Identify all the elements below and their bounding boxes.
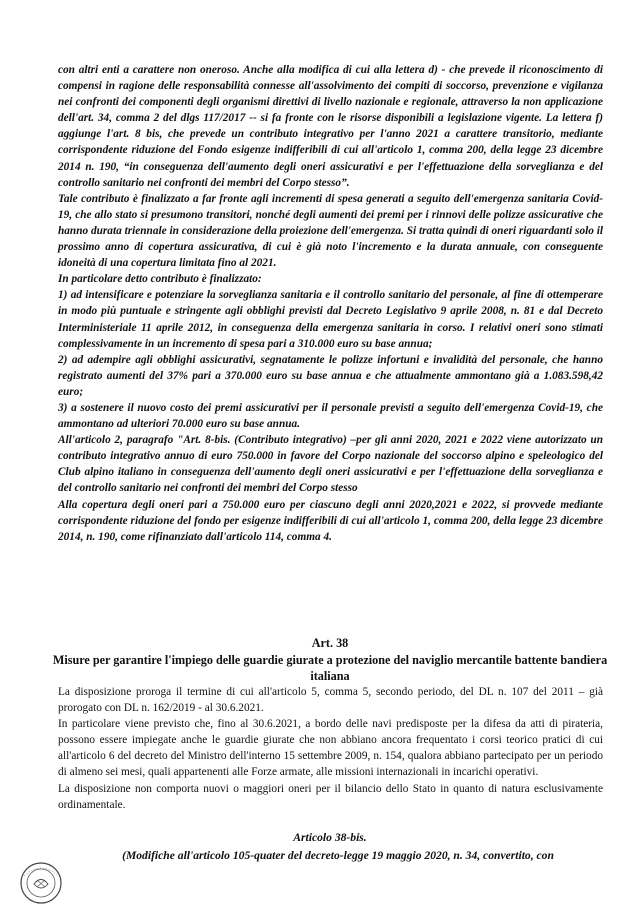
article-38bis-heading: Articolo 38-bis. <box>293 831 367 844</box>
article-number: Art. 38 <box>311 636 349 650</box>
paragraph: La disposizione proroga il termine di cui all'articolo 5, comma 5, secondo periodo, del DL n. 107 del 2011 – già prorogato con DL n. 162/2019 - al 30.6.2021. <box>58 686 603 715</box>
article-title: Misure per garantire l'impiego delle guardie giurate a protezione del naviglio mercantile battente bandiera italiana <box>52 653 608 683</box>
list-item: 3) a sostenere il nuovo costo dei premi assicurativi per il personale previsti a seguito dell'emergenza Covid-19, che ammontano ad ulteriori 70.000 euro su base annua. <box>58 401 603 431</box>
paragraph: La disposizione non comporta nuovi o maggiori oneri per il bilancio dello Stato in quanto di natura esclusivamente ordinamentale. <box>58 782 603 811</box>
paragraph: In particolare viene previsto che, fino al 30.6.2021, a bordo delle navi predisposte per la difesa da atti di pirateria, possono essere impiegate anche le guardie giurate che non abbiano ancora frequentato i corsi teorico pratici di cui all'articolo 6 del decreto del Ministro dell'interno 15 settembre 2009, n. 154, qualora abbiano partecipato per un periodo di almeno sei mesi, quali appartenenti alle Forze armate, alle missioni internazionali in incarichi operativi. <box>58 718 603 779</box>
paragraph: Alla copertura degli oneri pari a 750.000 euro per ciascuno degli anni 2020,2021 e 2022, si provvede mediante corrispondente riduzione del fondo per esigenze indifferibili di cui all'articolo 1, comma 200, della legge 23 dicembre 2014, n. 190, come rifinanziato dall'articolo 114, comma 4. <box>58 498 603 543</box>
art38-body <box>58 684 603 813</box>
list-item: 2) ad adempire agli obblighi assicurativi, segnatamente le polizze infortuni e invalidità del personale, che hanno registrato aumenti del 37% pari a 370.000 euro su base annua e che attualmente ammontano già a 1.083.598,42 euro; <box>58 353 603 398</box>
paragraph: con altri enti a carattere non oneroso. Anche alla modifica di cui alla lettera d) - che prevede il riconoscimento di compensi in ragione delle responsabilità connesse all'assolvimento dei compiti di soccorso, prevenzione e vigilanza nei confronti dei componenti degli organismi direttivi di livello nazionale e regionale, attraverso la non applicazione dell'art. 34, comma 2 del dlgs 117/2017 -- si fa fronte con le risorse disponibili a legislazione vigente. La lettera f) aggiunge l'art. 8 bis, che prevede un contributo integrativo per l'anno 2021 a carattere transitorio, mediante corrispondente riduzione del Fondo esigenze indifferibili di cui all'articolo 1, comma 200, della legge 23 dicembre 2014 n. 190, “in conseguenza dell'aumento degli oneri assicurativi e per l'effettuazione della sorveglianza e del controllo sanitario nei confronti dei membri del Corpo stesso”. <box>58 64 603 189</box>
paragraph: In particolare detto contributo è finalizzato: <box>58 273 262 286</box>
article-38bis-subtitle: (Modifiche all'articolo 105-quater del decreto-legge 19 maggio 2020, n. 34, convertito, con <box>122 849 554 862</box>
paragraph: Tale contributo è finalizzato a far fronte agli incrementi di spesa generati a seguito dell'emergenza sanitaria Covid-19, che allo stato si presumono transitori, nonché degli aumenti dei premi per i rinnovi delle polizze assicurative che hanno durata triennale in considerazione della proiezione dell'emergenza. Si tratta quindi di oneri riguardanti solo il prossimo anno di copertura assicurativa, di cui è già noto l'incremento e la durata annuale, con conseguente idoneità di una copertura limitata fino al 2021. <box>58 192 603 270</box>
paragraph: All'articolo 2, paragrafo "Art. 8-bis. (Contributo integrativo) –per gli anni 2020, 2021 e 2022 viene autorizzato un contributo integrativo annuo di euro 750.000 in favore del Corpo nazionale del soccorso alpino e speleologico del Club alpino italiano in conseguenza dell'aumento degli oneri assicurativi e per l'effettuazione della sorveglianza e del controllo sanitario nei confronti dei membri del Corpo stesso <box>58 434 603 495</box>
continuation-section <box>58 62 603 545</box>
seal-stamp-icon <box>18 860 64 906</box>
list-item: 1) ad intensificare e potenziare la sorveglianza sanitaria e il controllo sanitario del personale, al fine di ottemperare in modo più puntuale e stringente agli obblighi previsti dal Decreto Legislativo 9 aprile 2008, n. 81 e dal Decreto Interministeriale 11 aprile 2012, in conseguenza della emergenza sanitaria in corso. I relativi oneri sono stimati complessivamente in un incremento di spesa pari a 310.000 euro su base annua; <box>58 289 603 350</box>
